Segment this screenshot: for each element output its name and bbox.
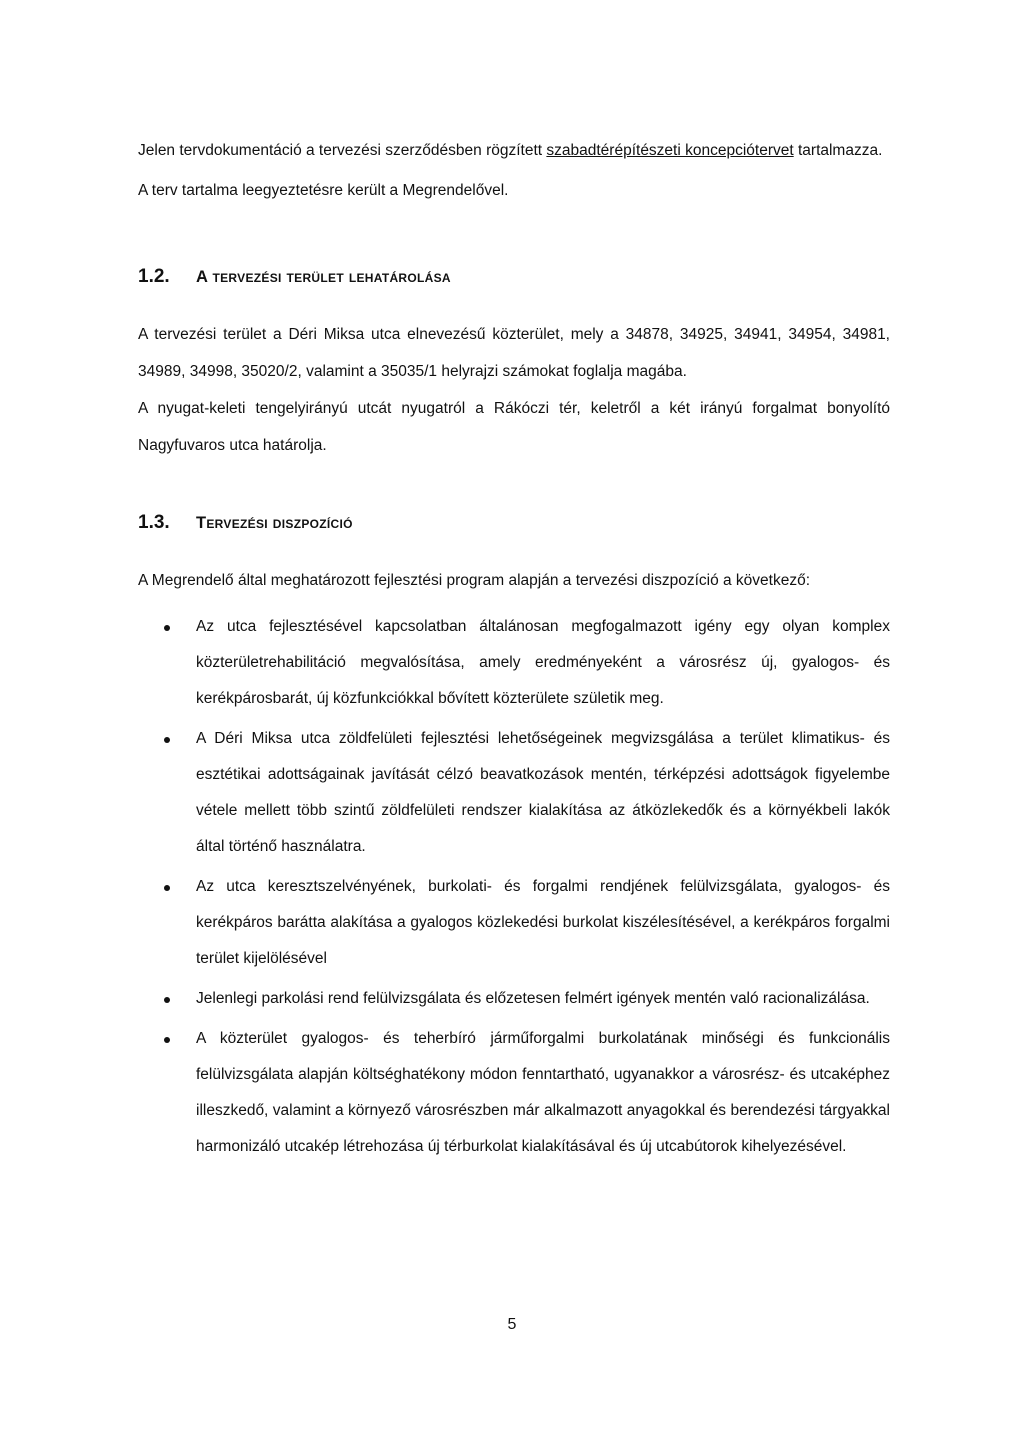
list-item [138, 1021, 890, 1165]
list-item [138, 609, 890, 717]
section-heading-1-3 [138, 512, 890, 534]
area-paragraph-1: A tervezési terület a Déri Miksa utca elnevezésű közterület, mely a 34878, 34925, 34941, 34954, 34981, 34989, 34998, 35020/2, valamint a 35035/1 helyrajzi számokat foglalja magába. [138, 326, 890, 380]
section-number: 1.2. [138, 266, 170, 287]
list-item-text: Az utca fejlesztésével kapcsolatban általánosan megfogalmazott igény egy olyan komplex közterületrehabilitáció megvalósítása, amely eredményeként a városrész új, gyalogos- és kerékpárosbarát, új közfunkciókkal bővített közterülete születik meg. [196, 618, 890, 707]
page-number: 5 [507, 1316, 517, 1333]
bullet-icon [164, 885, 170, 891]
section-title: Tervezési diszpozíció [196, 514, 353, 532]
bullet-icon [164, 737, 170, 743]
intro-suffix: tartalmazza. [793, 142, 883, 159]
bullet-icon [164, 997, 170, 1003]
intro-paragraph [138, 132, 890, 170]
disposition-list [138, 609, 890, 1165]
disposition-intro: A Megrendelő által meghatározott fejlesztési program alapján a tervezési diszpozíció a következő: [138, 572, 811, 589]
list-item-text: Az utca keresztszelvényének, burkolati- és forgalmi rendjének felülvizsgálata, gyalogos- és kerékpáros barátta alakítása a gyalogos közlekedési burkolat kiszélesítésével, a kerékpáros forgalmi terület kijelölésével [196, 878, 890, 967]
list-item-text: A közterület gyalogos- és teherbíró járműforgalmi burkolatának minőségi és funkcionális felülvizsgálata alapján költséghatékony módon fenntartható, ugyanakkor a városrész- és utcaképhez illeszkedő, valamint a környező városrészben már alkalmazott anyagokkal és berendezési tárgyakkal harmonizáló utcakép létrehozása új térburkolat kialakításával és új utcabútorok kihelyezésével. [196, 1030, 890, 1155]
concept-plan-underlined: szabadtérépítészeti koncepciótervet [546, 142, 794, 159]
list-item [138, 869, 890, 977]
list-item [138, 721, 890, 865]
list-item-text: A Déri Miksa utca zöldfelületi fejlesztési lehetőségeinek megvizsgálása a terület klimatikus- és esztétikai adottságainak javítását célzó beavatkozások mentén, térképzési adottságok figyelembe vétele mellett több szintű zöldfelületi rendszer kialakítása az átközlekedők és a környékbeli lakók által történő használatra. [196, 730, 890, 855]
list-item [138, 981, 890, 1017]
bullet-icon [164, 625, 170, 631]
section-number: 1.3. [138, 512, 170, 533]
intro-text: Jelen tervdokumentáció a tervezési szerződésben rögzített [138, 142, 543, 159]
section-heading-1-2 [138, 266, 890, 288]
area-paragraph-2: A nyugat-keleti tengelyirányú utcát nyugatról a Rákóczi tér, keletről a két irányú forgalmat bonyolító Nagyfuvaros utca határolja. [138, 400, 890, 454]
bullet-icon [164, 1037, 170, 1043]
list-item-text: Jelenlegi parkolási rend felülvizsgálata és előzetesen felmért igények mentén való racionalizálása. [196, 990, 870, 1007]
intro-agreement: A terv tartalma leegyeztetésre került a Megrendelővel. [138, 182, 509, 199]
section-title: A tervezési terület lehatárolása [196, 268, 451, 286]
document-page [138, 132, 890, 1169]
